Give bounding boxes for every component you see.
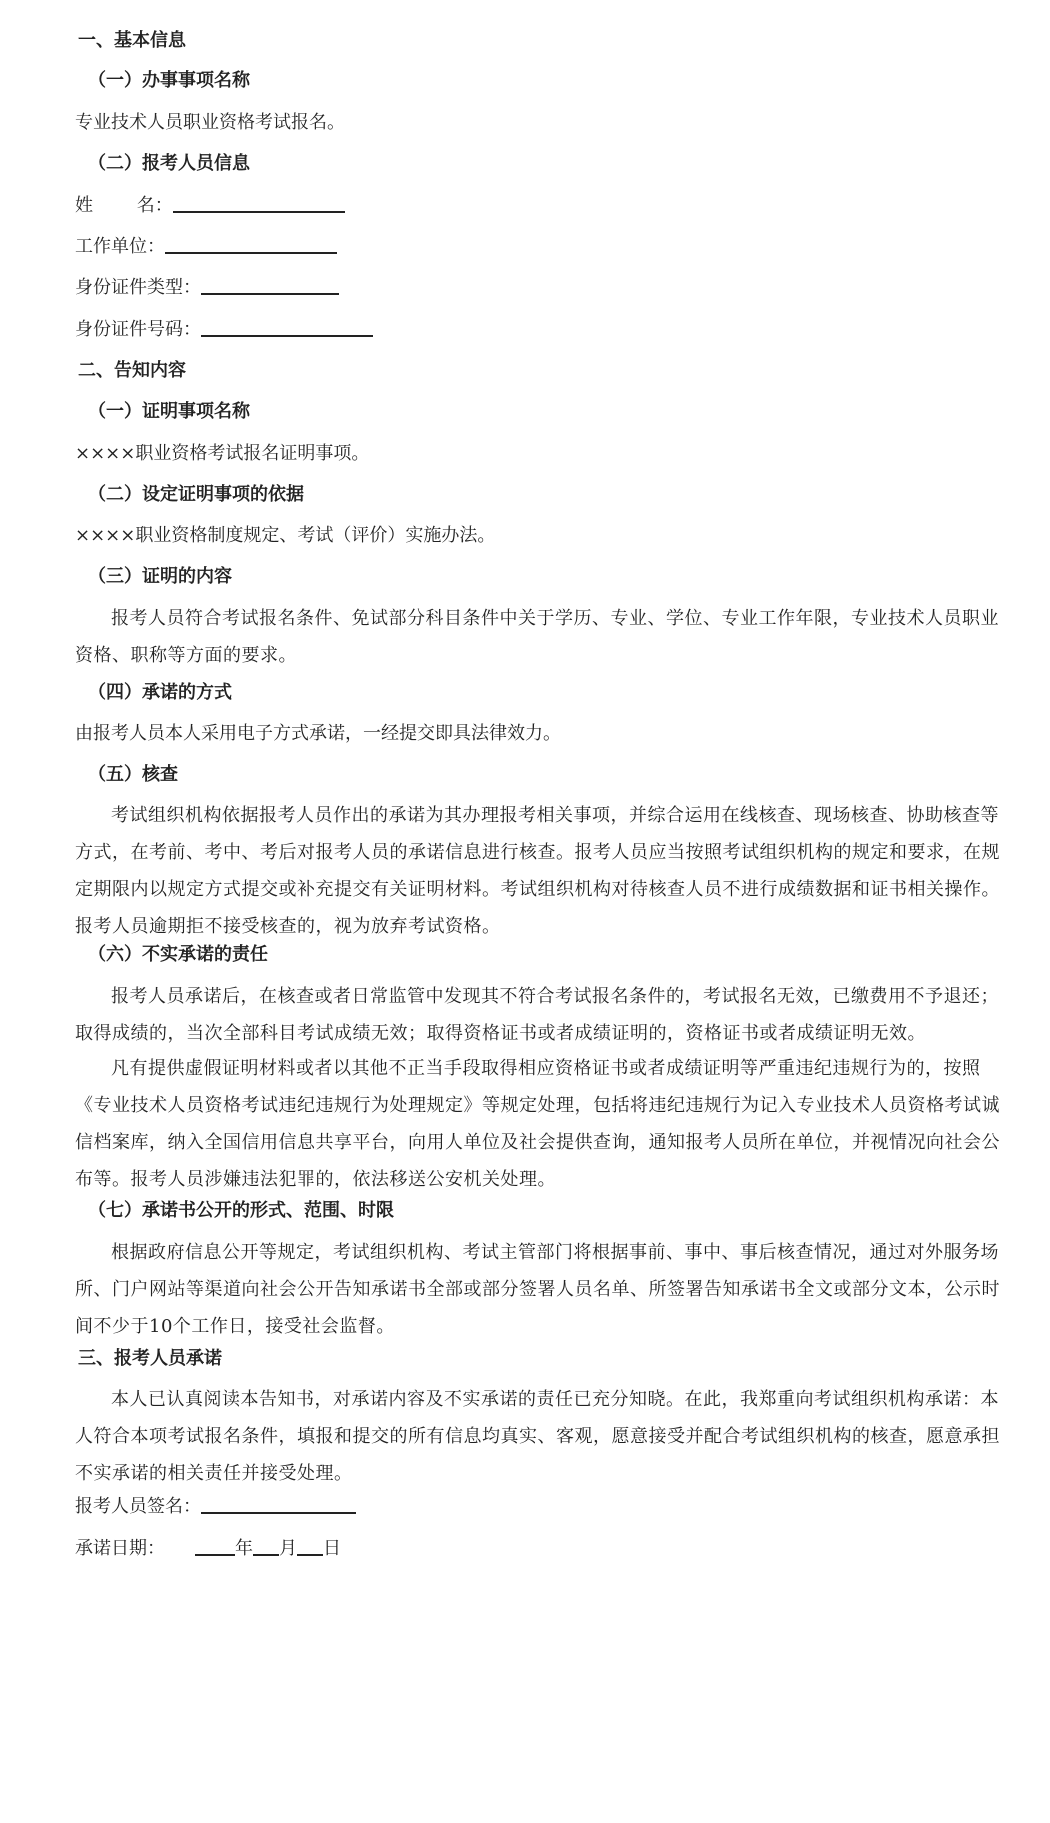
subsection-title-commitment-method: （四）承诺的方式 <box>88 682 232 703</box>
section-title-basic-info: 一、基本信息 <box>78 30 186 51</box>
id-number-label: 身份证件号码： <box>75 319 201 340</box>
section-title-applicant-commitment: 三、报考人员承诺 <box>78 1348 222 1369</box>
date-day-label: 日 <box>323 1538 341 1559</box>
subsection-title-basis: （二）设定证明事项的依据 <box>88 484 304 505</box>
signature-label: 报考人员签名： <box>75 1496 201 1517</box>
name-field-row <box>75 187 1010 224</box>
subsection-title-verification: （五）核查 <box>88 764 178 785</box>
item-name-text: 专业技术人员职业资格考试报名。 <box>75 112 345 133</box>
id-type-field-row <box>75 269 1010 306</box>
subsection-title-publicity: （七）承诺书公开的形式、范围、时限 <box>88 1200 394 1221</box>
basis-text: ××××职业资格制度规定、考试（评价）实施办法。 <box>75 525 496 546</box>
applicant-commitment-text: 本人已认真阅读本告知书，对承诺内容及不实承诺的责任已充分知晓。在此，我郑重向考试组织机构承诺：本人符合本项考试报名条件，填报和提交的所有信息均真实、客观，愿意接受并配合考试组织机构的核查，愿意承担不实承诺的相关责任并接受处理。 <box>75 1389 1000 1484</box>
id-type-label: 身份证件类型： <box>75 277 201 298</box>
signature-row <box>75 1488 356 1525</box>
false-commitment-text-2: 凡有提供虚假证明材料或者以其他不正当手段取得相应资格证书或者成绩证明等严重违纪违规行为的，按照《专业技术人员资格考试违纪违规行为处理规定》等规定处理，包括将违纪违规行为记入专业技术人员资格考试诚信档案库，纳入全国信用信息共享平台，向用人单位及社会提供查询，通知报考人员所在单位，并视情况向社会公布等。报考人员涉嫌违法犯罪的，依法移送公安机关处理。 <box>75 1058 1000 1190</box>
proof-content-text: 报考人员符合考试报名条件、免试部分科目条件中关于学历、专业、学位、专业工作年限，专业技术人员职业资格、职称等方面的要求。 <box>75 608 999 666</box>
signature-blank[interactable] <box>201 1490 356 1514</box>
subsection-title-false-commitment: （六）不实承诺的责任 <box>88 944 268 965</box>
section-title-notice: 二、告知内容 <box>78 360 186 381</box>
subsection-title-item-name: （一）办事事项名称 <box>88 70 250 91</box>
subsection-title-applicant-info: （二）报考人员信息 <box>88 153 250 174</box>
name-label: 姓 名： <box>75 195 173 216</box>
proof-item-text: ××××职业资格考试报名证明事项。 <box>75 443 370 464</box>
date-year-label: 年 <box>235 1538 253 1559</box>
date-month-label: 月 <box>279 1538 297 1559</box>
date-month-blank[interactable] <box>253 1532 279 1556</box>
work-unit-blank[interactable] <box>165 230 337 254</box>
name-blank[interactable] <box>173 189 345 213</box>
verification-text: 考试组织机构依据报考人员作出的承诺为其办理报考相关事项，并综合运用在线核查、现场核查、协助核查等方式，在考前、考中、考后对报考人员的承诺信息进行核查。报考人员应当按照考试组织机构的规定和要求，在规定期限内以规定方式提交或补充提交有关证明材料。考试组织机构对待核查人员不进行成绩数据和证书相关操作。报考人员逾期拒不接受核查的，视为放弃考试资格。 <box>75 805 1000 937</box>
date-day-blank[interactable] <box>297 1532 323 1556</box>
work-unit-label: 工作单位： <box>75 236 165 257</box>
date-row <box>75 1530 341 1567</box>
date-year-blank[interactable] <box>195 1532 235 1556</box>
id-number-blank[interactable] <box>201 313 373 337</box>
false-commitment-text-1: 报考人员承诺后，在核查或者日常监管中发现其不符合考试报名条件的，考试报名无效，已缴费用不予退还；取得成绩的，当次全部科目考试成绩无效；取得资格证书或者成绩证明的，资格证书或者成绩证明无效。 <box>75 986 999 1044</box>
id-number-field-row <box>75 311 1010 348</box>
id-type-blank[interactable] <box>201 271 339 295</box>
publicity-text: 根据政府信息公开等规定，考试组织机构、考试主管部门将根据事前、事中、事后核查情况，通过对外服务场所、门户网站等渠道向社会公开告知承诺书全部或部分签署人员名单、所签署告知承诺书全文或部分文本，公示时间不少于10个工作日，接受社会监督。 <box>75 1242 1000 1337</box>
work-unit-field-row <box>75 228 1010 265</box>
date-label: 承诺日期： <box>75 1538 165 1559</box>
subsection-title-proof-item: （一）证明事项名称 <box>88 401 250 422</box>
subsection-title-proof-content: （三）证明的内容 <box>88 566 232 587</box>
commitment-method-text: 由报考人员本人采用电子方式承诺，一经提交即具法律效力。 <box>75 723 561 744</box>
